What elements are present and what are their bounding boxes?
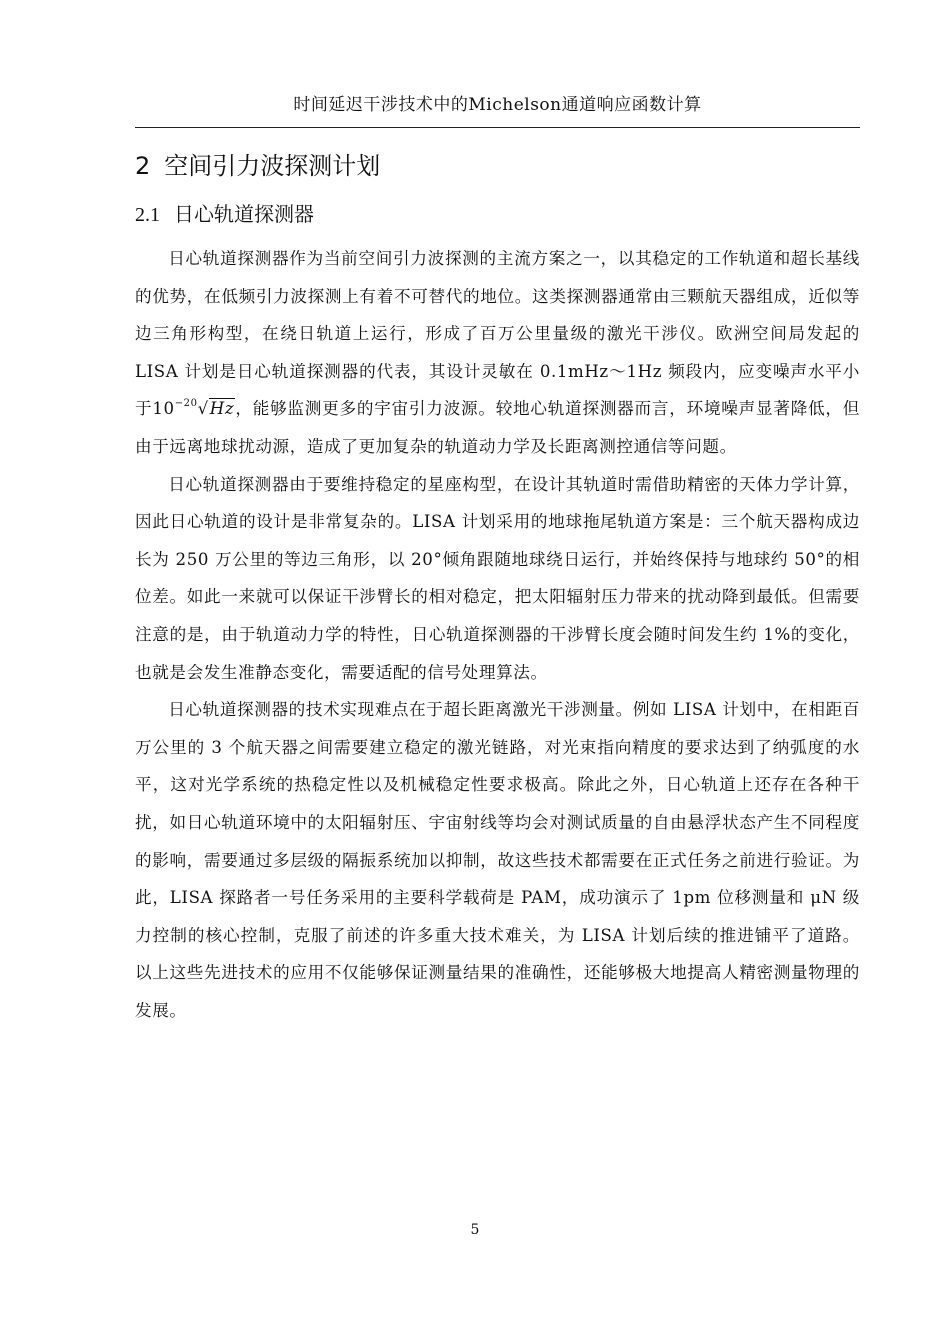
section-heading — [135, 146, 380, 181]
formula-base: 10 — [152, 399, 175, 419]
formula-exponent: −20 — [174, 398, 198, 410]
formula-radical: √ — [197, 399, 209, 419]
running-header: 时间延迟干涉技术中的Michelson通道响应函数计算 — [293, 95, 702, 115]
subsection-title-text: 日心轨道探测器 — [174, 202, 314, 226]
subsection-number: 2.1 — [135, 204, 160, 226]
body-text — [135, 240, 860, 1029]
header-rule — [135, 127, 860, 128]
paragraph-1-part-2: ，能够监测更多的宇宙引力波源。较地心轨道探测器而言，环境噪声显著降低，但由于远离地球扰动源，造成了更加复杂的轨道动力学及长距离测控通信等问题。 — [135, 399, 860, 456]
subsection-heading — [135, 198, 314, 227]
section-title-text: 空间引力波探测计划 — [164, 152, 381, 180]
page-number: 5 — [470, 1222, 480, 1238]
paragraph-1 — [135, 240, 860, 466]
paragraph-3: 日心轨道探测器的技术实现难点在于超长距离激光干涉测量。例如 LISA 计划中，在相距百万公里的 3 个航天器之间需要建立稳定的激光链路，对光束指向精度的要求达到了纳弧度的水平，这对光学系统的热稳定性以及机械稳定性要求极高。除此之外，日心轨道上还存在各种干扰，如日心轨道环境中的太阳辐射压、宇宙射线等均会对测试质量的自由悬浮状态产生不同程度的影响，需要通过多层级的隔振系统加以抑制，故这些技术都需要在正式任务之前进行验证。为此，LISA 探路者一号任务采用的主要科学载荷是 PAM，成功演示了 1pm 位移测量和 μN 级力控制的核心控制，克服了前述的许多重大技术难关，为 LISA 计划后续的推进铺平了道路。以上这些先进技术的应用不仅能够保证测量结果的准确性，还能够极大地提高人精密测量物理的发展。 — [135, 700, 860, 1020]
paragraph-1-part-1: 日心轨道探测器作为当前空间引力波探测的主流方案之一，以其稳定的工作轨道和超长基线的优势，在低频引力波探测上有着不可替代的地位。这类探测器通常由三颗航天器组成，近似等边三角形构型，在绕日轨道上运行，形成了百万公里量级的激光干涉仪。欧洲空间局发起的 LISA 计划是日心轨道探测器的代表，其设计灵敏在 0.1mHz～1Hz 频段内，应变噪声水平小于 — [135, 249, 860, 419]
noise-level-formula — [152, 399, 235, 418]
section-number: 2 — [135, 152, 151, 180]
formula-radicand: Hz — [209, 399, 235, 419]
paragraph-2: 日心轨道探测器由于要维持稳定的星座构型，在设计其轨道时需借助精密的天体力学计算，因此日心轨道的设计是非常复杂的。LISA 计划采用的地球拖尾轨道方案是：三个航天器构成边长为 250 万公里的等边三角形，以 20°倾角跟随地球绕日运行，并始终保持与地球约 50°的相位差。如此一来就可以保证干涉臂长的相对稳定，把太阳辐射压力带来的扰动降到最低。但需要注意的是，由于轨道动力学的特性，日心轨道探测器的干涉臂长度会随时间发生约 1%的变化，也就是会发生准静态变化，需要适配的信号处理算法。 — [135, 474, 860, 682]
